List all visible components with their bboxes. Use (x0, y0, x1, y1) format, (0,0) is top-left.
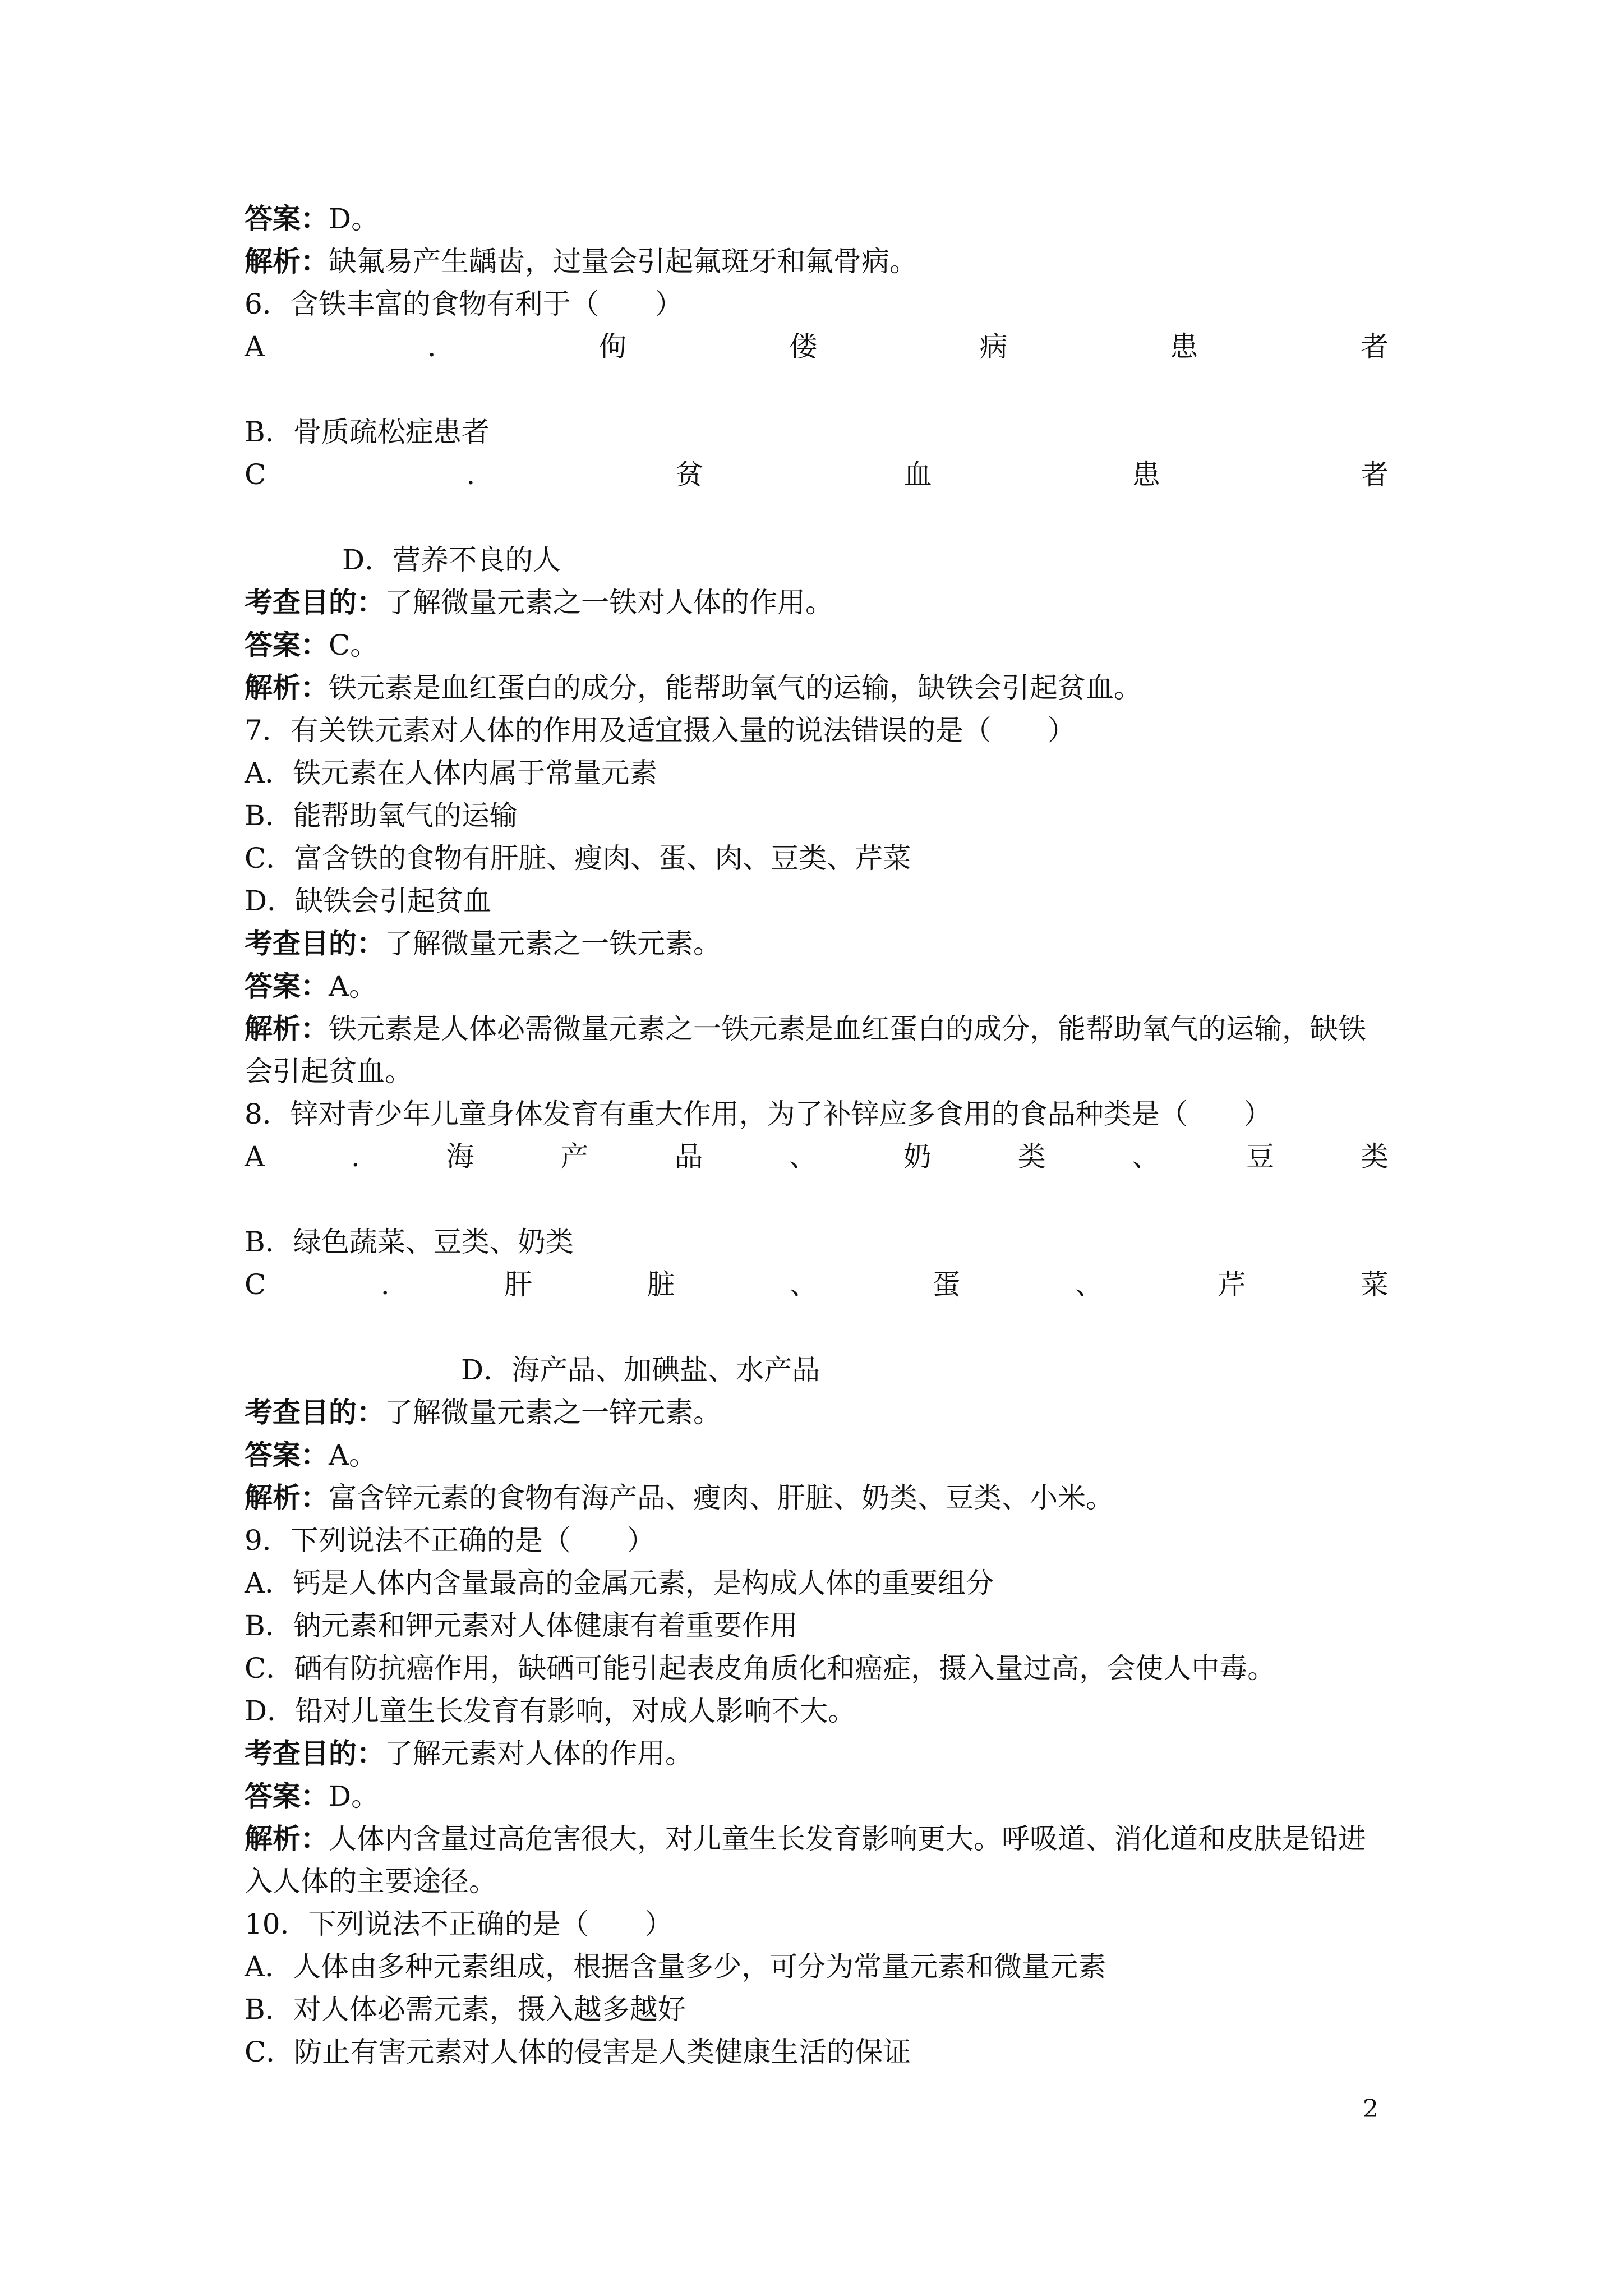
question-6-option-b: B．骨质疏松症患者 (245, 416, 490, 448)
page-number: 2 (1363, 2095, 1378, 2123)
question-10-stem: 10．下列说法不正确的是（ ） (245, 1908, 673, 1940)
question-6-option-a (245, 325, 1389, 368)
option-char: 类 (1360, 1140, 1389, 1173)
option-char: 患 (1170, 330, 1198, 363)
question-7-option-a: A．铁元素在人体内属于常量元素 (245, 757, 658, 789)
question-9-option-c: C．硒有防抗癌作用，缺硒可能引起表皮角质化和癌症，摄入量过高，会使人中毒。 (245, 1652, 1276, 1685)
option-char: C (245, 458, 266, 491)
option-char: 芹 (1218, 1268, 1246, 1301)
question-6-option-d: D．营养不良的人 (342, 544, 561, 576)
option-char: . (427, 330, 436, 363)
option-char: 者 (1360, 330, 1389, 363)
question-8-stem: 8．锌对青少年儿童身体发育有重大作用，为了补锌应多食用的食品种类是（ ） (245, 1098, 1272, 1130)
question-9-option-b: B．钠元素和钾元素对人体健康有着重要作用 (245, 1609, 798, 1642)
option-char: 菜 (1360, 1268, 1389, 1301)
option-char: 、 (789, 1140, 817, 1173)
option-char: A (245, 330, 265, 363)
answer-line: 答案：C。 (245, 628, 379, 661)
analysis-line: 解析：铁元素是血红蛋白的成分，能帮助氧气的运输，缺铁会引起贫血。 (245, 671, 1142, 704)
answer-line: 答案：A。 (245, 1438, 377, 1471)
option-char: 蛋 (932, 1268, 961, 1301)
question-8-option-b: B．绿色蔬菜、豆类、奶类 (245, 1226, 574, 1258)
option-char: 病 (979, 330, 1008, 363)
question-7-option-c: C．富含铁的食物有肝脏、瘦肉、蛋、肉、豆类、芹菜 (245, 842, 911, 875)
objective-line: 考查目的：了解微量元素之一锌元素。 (245, 1396, 721, 1429)
question-8-option-c (245, 1263, 1389, 1306)
option-char: 豆 (1246, 1140, 1275, 1173)
option-char: 、 (1075, 1268, 1103, 1301)
analysis-line: 解析：人体内含量过高危害很大，对儿童生长发育影响更大。呼吸道、消化道和皮肤是铅进 (245, 1822, 1366, 1855)
question-10-option-b: B．对人体必需元素，摄入越多越好 (245, 1993, 686, 2026)
question-9-stem: 9．下列说法不正确的是（ ） (245, 1524, 655, 1557)
option-char: 患 (1132, 458, 1160, 491)
question-7-option-d: D．缺铁会引起贫血 (245, 885, 492, 917)
option-char: 奶 (903, 1140, 932, 1173)
option-char: 佝 (598, 330, 627, 363)
question-8-option-d: D．海产品、加碘盐、水产品 (461, 1354, 820, 1386)
analysis-line: 解析：富含锌元素的食物有海产品、瘦肉、肝脏、奶类、豆类、小米。 (245, 1481, 1114, 1514)
option-char: 血 (903, 458, 932, 491)
objective-line: 考查目的：了解微量元素之一铁元素。 (245, 927, 721, 960)
question-7-stem: 7．有关铁元素对人体的作用及适宜摄入量的说法错误的是（ ） (245, 714, 1076, 747)
option-char: C (245, 1268, 266, 1301)
question-6-stem: 6．含铁丰富的食物有利于（ ） (245, 288, 683, 320)
analysis-line: 解析：缺氟易产生龋齿，过量会引起氟斑牙和氟骨病。 (245, 245, 917, 278)
question-6-option-c (245, 453, 1389, 496)
answer-line: 答案：D。 (245, 1779, 380, 1812)
option-char: . (380, 1268, 390, 1301)
analysis-continuation: 入人体的主要途径。 (245, 1865, 497, 1898)
analysis-continuation: 会引起贫血。 (245, 1055, 413, 1088)
option-char: 偻 (789, 330, 817, 363)
option-char: 类 (1017, 1140, 1046, 1173)
analysis-line: 解析：铁元素是人体必需微量元素之一铁元素是血红蛋白的成分，能帮助氧气的运输，缺铁 (245, 1012, 1366, 1045)
option-char: . (351, 1140, 360, 1173)
option-char: 、 (1132, 1140, 1160, 1173)
option-char: 品 (675, 1140, 703, 1173)
objective-line: 考查目的：了解微量元素之一铁对人体的作用。 (245, 586, 833, 619)
question-7-option-b: B．能帮助氧气的运输 (245, 799, 518, 832)
question-9-option-d: D．铅对儿童生长发育有影响，对成人影响不大。 (245, 1695, 856, 1727)
question-9-option-a: A．钙是人体内含量最高的金属元素，是构成人体的重要组分 (245, 1567, 994, 1599)
option-char: 产 (560, 1140, 589, 1173)
option-char: 贫 (675, 458, 704, 491)
answer-line: 答案：A。 (245, 969, 377, 1002)
question-10-option-a: A．人体由多种元素组成，根据含量多少，可分为常量元素和微量元素 (245, 1950, 1106, 1983)
objective-line: 考查目的：了解元素对人体的作用。 (245, 1737, 693, 1770)
answer-line: 答案：D。 (245, 202, 380, 235)
option-char: 脏 (647, 1268, 675, 1301)
option-char: 者 (1360, 458, 1389, 491)
option-char: A (245, 1140, 265, 1173)
option-char: 海 (446, 1140, 474, 1173)
option-char: 、 (790, 1268, 818, 1301)
question-10-option-c: C．防止有害元素对人体的侵害是人类健康生活的保证 (245, 2036, 911, 2068)
question-8-option-a (245, 1135, 1389, 1178)
option-char: . (466, 458, 476, 491)
option-char: 肝 (504, 1268, 533, 1301)
